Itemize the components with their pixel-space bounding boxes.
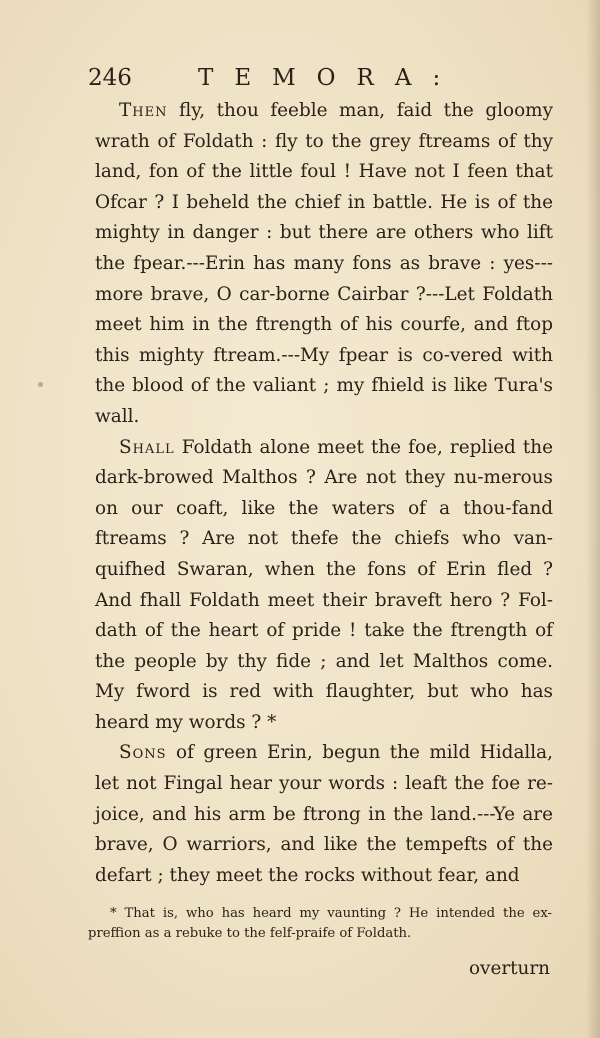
margin-mark: [38, 382, 43, 387]
page-edge-shadow: [586, 0, 600, 1038]
page-number: 246: [88, 65, 132, 91]
catchword: overturn: [468, 958, 550, 979]
paragraph-1-lead-word: Then: [119, 100, 168, 121]
paragraph-3-lead-word: Sons: [119, 742, 167, 764]
running-title: TEMORA:: [198, 65, 462, 91]
page-header: [88, 60, 548, 96]
paragraph-2: [95, 433, 553, 739]
paragraph-1: [95, 96, 553, 433]
paragraph-1-text: fly, thou feeble man, faid the gloomy wrath of Foldath : fly to the grey ftreams of thy land, fon of the little foul ! Have not I feen that Ofcar ? I beheld the chief in battle. He is of the mighty in danger : but there are others who lift the fpear.---Erin has many fons as brave : yes---more brave, O car-borne Cairbar ?---Let Foldath meet him in the ftrength of his courfe, and ftop this mighty ftream.---My fpear is co-vered with the blood of the valiant ; my fhield is like Tura's wall.: [95, 100, 553, 427]
paragraph-3-text: of green Erin, begun the mild Hidalla, let not Fingal hear your words : leaft the foe re-joice, and his arm be ftrong in the land.---Ye are brave, O warriors, and like the tempefts of the defart ; they meet the rocks without fear, and: [95, 742, 553, 886]
footnote: * That is, who has heard my vaunting ? He intended the ex-preffion as a rebuke to the felf-praife of Foldath.: [88, 906, 552, 941]
paragraph-2-text: Foldath alone meet the foe, replied the dark-browed Malthos ? Are not they nu-merous on our coaft, like the waters of a thou-fand ftreams ? Are not thefe the chiefs who van-quifhed Swaran, when the fons of Erin fled ? And fhall Foldath meet their braveft hero ? Fol-dath of the heart of pride ! take the ftrength of the people by thy fide ; and let Malthos come. My fword is red with flaughter, but who has heard my words ? *: [95, 436, 553, 733]
paragraph-3: [95, 738, 553, 891]
body-text: [95, 96, 553, 891]
paragraph-2-lead-word: Shall: [119, 436, 175, 458]
